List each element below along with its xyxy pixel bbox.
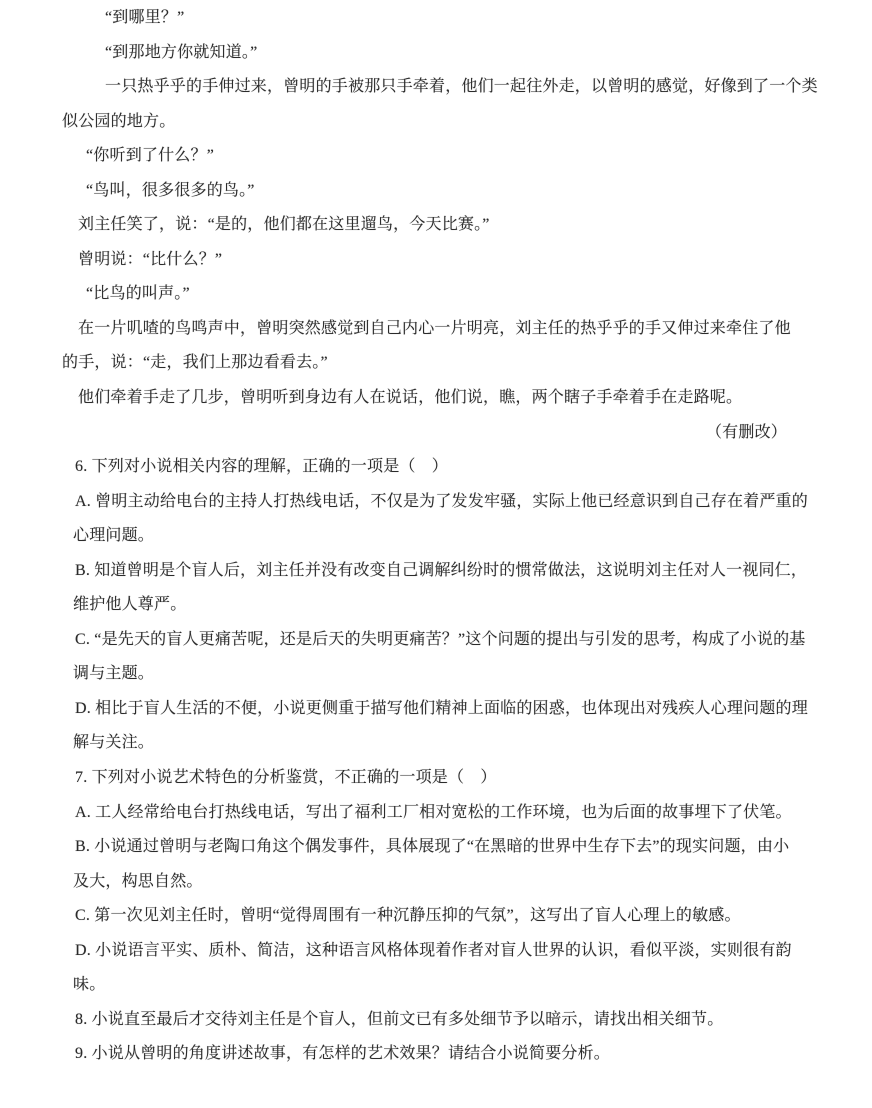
text-line: 7. 下列对小说艺术特色的分析鉴赏，不正确的一项是（ ）: [75, 769, 497, 787]
text-line: D. 小说语言平实、质朴、简洁，这种语言风格体现着作者对盲人世界的认识，看似平淡，实则很有韵: [75, 941, 792, 959]
text-line: “鸟叫，很多很多的鸟。”: [86, 181, 255, 199]
text-line: C. “是先天的盲人更痛苦呢，还是后天的失明更痛苦？”这个问题的提出与引发的思考，构成了小说的基: [75, 630, 806, 648]
text-line: 心理问题。: [73, 527, 155, 545]
text-line: 曾明说：“比什么？”: [78, 250, 223, 268]
text-line: “到那地方你就知道。”: [105, 43, 258, 61]
text-line: 一只热乎乎的手伸过来，曾明的手被那只手牵着，他们一起往外走，以曾明的感觉，好像到了一个类: [105, 78, 818, 96]
text-line: “你听到了什么？”: [86, 147, 215, 165]
text-line: “到哪里？”: [105, 9, 185, 26]
text-line: 8. 小说直至最后才交待刘主任是个盲人，但前文已有多处细节予以暗示，请找出相关细节。: [75, 1010, 724, 1028]
text-line: 维护他人尊严。: [73, 596, 187, 614]
text-line: C. 第一次见刘主任时，曾明“觉得周围有一种沉静压抑的气氛”，这写出了盲人心理上的敏感。: [75, 907, 741, 925]
text-line: 刘主任笑了，说：“是的，他们都在这里遛鸟，今天比赛。”: [78, 216, 490, 234]
text-line: （有删改）: [705, 423, 787, 441]
text-line: A. 工人经常给电台打热线电话，写出了福利工厂相对宽松的工作环境，也为后面的故事埋下了伏笔。: [75, 803, 792, 821]
text-line: A. 曾明主动给电台的主持人打热线电话，不仅是为了发发牢骚，实际上他已经意识到自己存在着严重的: [75, 492, 808, 510]
text-line: 在一片叽喳的鸟鸣声中，曾明突然感觉到自己内心一片明亮，刘主任的热乎乎的手又伸过来牵住了他: [78, 319, 791, 337]
text-line: 9. 小说从曾明的角度讲述故事，有怎样的艺术效果？请结合小说简要分析。: [75, 1045, 611, 1063]
text-line: 解与关注。: [73, 734, 155, 752]
text-line: 味。: [73, 976, 106, 994]
text-line: 调与主题。: [73, 665, 155, 683]
text-line: 他们牵着手走了几步，曾明听到身边有人在说话，他们说，瞧，两个瞎子手牵着手在走路呢。: [78, 389, 743, 407]
text-line: 的手，说：“走，我们上那边看看去。”: [62, 354, 328, 372]
text-line: D. 相比于盲人生活的不便，小说更侧重于描写他们精神上面临的困惑，也体现出对残疾人心理问题的理: [75, 699, 808, 717]
text-line: B. 知道曾明是个盲人后，刘主任并没有改变自己调解纠纷时的惯常做法，这说明刘主任对人一视同仁，: [75, 561, 808, 579]
text-line: B. 小说通过曾明与老陶口角这个偶发事件，具体展现了“在黑暗的世界中生存下去”的现实问题，由小: [75, 838, 790, 856]
text-line: “比鸟的叫声。”: [86, 285, 190, 303]
document-text-block: [62, 1, 818, 1072]
text-line: 6. 下列对小说相关内容的理解，正确的一项是（ ）: [75, 458, 449, 476]
text-line: 及大，构思自然。: [73, 872, 203, 890]
text-line: 似公园的地方。: [62, 112, 176, 130]
